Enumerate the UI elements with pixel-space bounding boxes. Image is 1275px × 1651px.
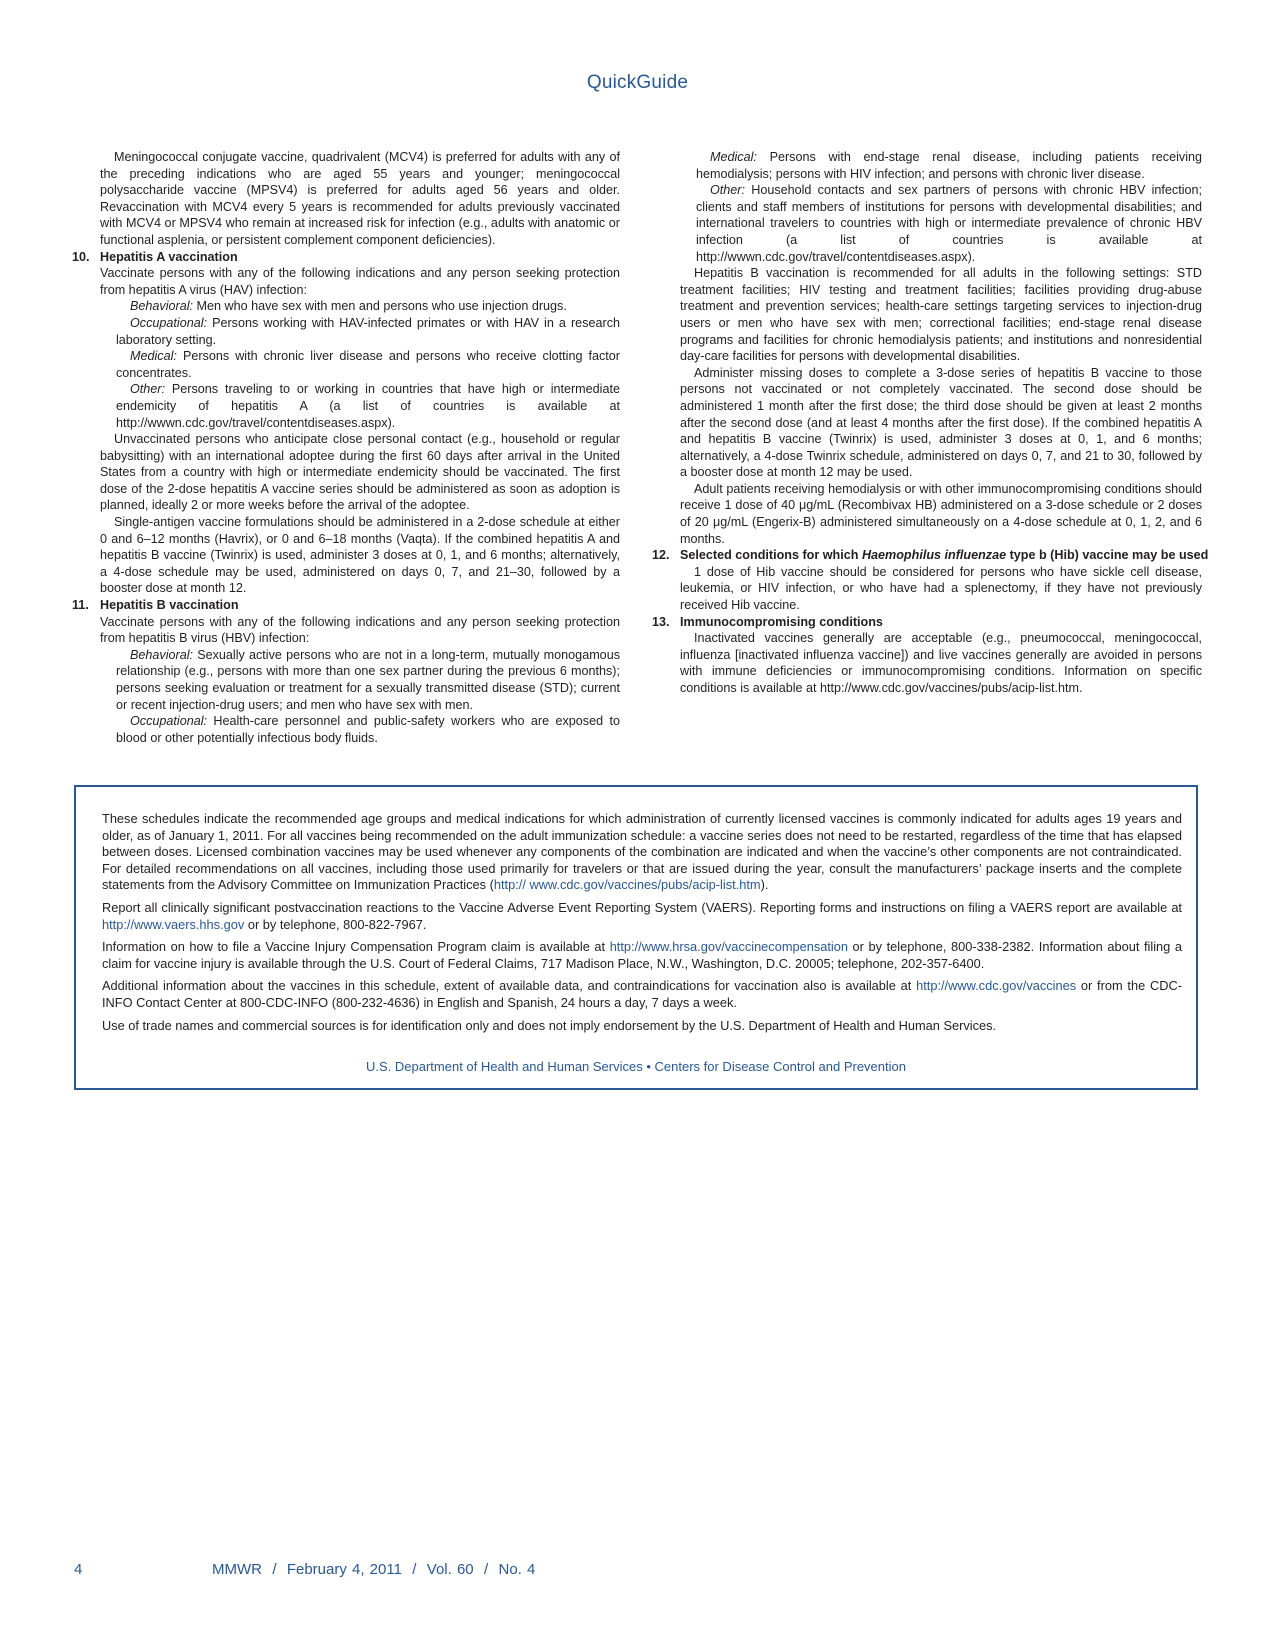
section-13-text: Inactivated vaccines generally are acceptable (e.g., pneumococcal, meningococcal, influenza [inactivated influenza vaccine]) and live vaccines generally are avoided in persons with immune deficiencies or immunocompromising conditions. Information on specific conditions is available at http://www.cdc.gov/vaccines/pubs/acip-list.htm. bbox=[680, 631, 1202, 695]
vaers-link[interactable]: http://www.vaers.hhs.gov bbox=[102, 916, 245, 932]
notice-vaers-paragraph: Report all clinically significant postvaccination reactions to the Vaccine Adverse Event Reporting System (VAERS). Reporting forms and instructions on filing a VAERS report are available at http://www.vaers.hhs.gov or by telephone, 800-822-7967. bbox=[102, 899, 1182, 932]
hepa-other-item: Other: Persons traveling to or working in countries that have high or intermediate endemicity of hepatitis A (a list of countries is available at http://wwwn.cdc.gov/travel/contentdiseases.aspx). bbox=[116, 382, 620, 430]
acip-link[interactable]: http:// www.cdc.gov/vaccines/pubs/acip-list.htm bbox=[493, 877, 761, 893]
hepb-behavioral-item: Behavioral: Sexually active persons who are not in a long-term, mutually monogamous relationship (e.g., persons with more than one sex partner during the previous 6 months); persons seeking evaluation or treatment for a sexually transmitted disease (STD); current or recent injection-drug users; and men who have sex with men. bbox=[116, 647, 620, 712]
notice-trade-names-paragraph: Use of trade names and commercial sources is for identification only and does not imply endorsement by the U.S. Department of Health and Human Services. bbox=[102, 1017, 997, 1033]
running-header-title: QuickGuide bbox=[586, 72, 689, 93]
left-column bbox=[72, 149, 620, 746]
hepb-hemodialysis-paragraph: Adult patients receiving hemodialysis or with other immunocompromising conditions should receive 1 dose of 40 μg/mL (Recombivax HB) administered on a 3-dose schedule or 2 doses of 20 μg/mL (Engerix-B) administered simultaneously on a 4-dose schedule at 0, 1, 2, and 6 months. bbox=[680, 481, 1202, 546]
page-number: 4 bbox=[74, 1561, 83, 1578]
hepb-medical-item: Medical: Persons with end-stage renal disease, including patients receiving hemodialysis; persons with HIV infection; and persons with chronic liver disease. bbox=[696, 150, 1202, 181]
masthead: MMWR / February 4, 2011 / Vol. 60 / No. 4 bbox=[212, 1561, 536, 1578]
section-12-text: 1 dose of Hib vaccine should be considered for persons who have sickle cell disease, leukemia, or HIV infection, or who have had a splenectomy, if they have not previously received Hib vaccine. bbox=[680, 564, 1202, 613]
section-11-intro: Vaccinate persons with any of the following indications and any person seeking protection from hepatitis B virus (HBV) infection: bbox=[100, 614, 620, 646]
hepb-settings-paragraph: Hepatitis B vaccination is recommended for all adults in the following settings: STD treatment facilities; HIV testing and treatment facilities; facilities providing drug-abuse treatment and prevention services; health-care settings targeting services to injection-drug users or men who have sex with men; correctional facilities; end-stage renal disease programs and facilities for chronic hemodialysis patients; and institutions and nonresidential day-care facilities for persons with developmental disabilities. bbox=[680, 266, 1202, 364]
hepa-adoptee-paragraph: Unvaccinated persons who anticipate close personal contact (e.g., household or regular babysitting) with an international adoptee during the first 60 days after arrival in the United States from a country with high or intermediate endemicity should be vaccinated. The first dose of the 2-dose hepatitis A vaccine series should be administered as soon as adoption is planned, ideally 2 or more weeks before the arrival of the adoptee. bbox=[100, 432, 620, 513]
hepa-behavioral-item: Behavioral: Men who have sex with men and persons who use injection drugs. bbox=[130, 299, 567, 314]
section-10-intro: Vaccinate persons with any of the following indications and any person seeking protection from hepatitis A virus (HAV) infection: bbox=[100, 266, 620, 297]
section-13-heading: 13. Immunocompromising conditions bbox=[652, 614, 883, 629]
cdc-vaccines-link[interactable]: http://www.cdc.gov/vaccines bbox=[916, 978, 1077, 994]
section-11-heading: 11. Hepatitis B vaccination bbox=[72, 598, 239, 613]
notice-schedules-paragraph: These schedules indicate the recommended age groups and medical indications for which administration of currently licensed vaccines is commonly indicated for adults ages 19 years and older, as of January 1, 2011. For all vaccines being recommended on the adult immunization schedule: a vaccine series does not need to be restarted, regardless of the time that has elapsed between doses. Licensed combination vaccines may be used whenever any components of the combination are indicated and when the vaccine’s other components are not contraindicated. For detailed recommendations on all vaccines, including those used primarily for travelers or that are issued during the year, consult the manufacturers’ package inserts and the complete statements from the Advisory Committee on Immunization Practices (http:// www.cdc.gov/vaccines/pubs/acip-list.htm). bbox=[102, 811, 1182, 893]
section-12-heading: 12. Selected conditions for which Haemophilus influenzae type b (Hib) vaccine may be used bbox=[652, 548, 1209, 563]
section-10-heading: 10. Hepatitis A vaccination bbox=[72, 249, 238, 264]
meningococcal-paragraph: Meningococcal conjugate vaccine, quadrivalent (MCV4) is preferred for adults with any of the preceding indications who are aged 55 years and younger; meningococcal polysaccharide vaccine (MPSV4) is preferred for adults aged 56 years and older. Revaccination with MCV4 every 5 years is recommended for adults previously vaccinated with MCV4 or MPSV4 who remain at increased risk for infection (e.g., adults with anatomic or functional asplenia, or persistent complement component deficiencies). bbox=[100, 150, 620, 247]
notice-box bbox=[74, 785, 1198, 1090]
hepb-occupational-item: Occupational: Health-care personnel and public-safety workers who are exposed to blood or other potentially infectious body fluids. bbox=[116, 714, 620, 745]
hepb-other-item: Other: Household contacts and sex partners of persons with chronic HBV infection; clients and staff members of institutions for persons with developmental disabilities; and international travelers to countries with high or intermediate prevalence of chronic HBV infection (a list of countries is available at http://wwwn.cdc.gov/travel/contentdiseases.aspx). bbox=[696, 183, 1202, 264]
notice-additional-info-paragraph: Additional information about the vaccines in this schedule, extent of available data, and contraindications for vaccination also is available at http://www.cdc.gov/vaccines or from the CDC-INFO Contact Center at 800-CDC-INFO (800-232-4636) in English and Spanish, 24 hours a day, 7 days a week. bbox=[102, 978, 1182, 1010]
hepb-missing-doses-paragraph: Administer missing doses to complete a 3-dose series of hepatitis B vaccine to those persons not vaccinated or not completely vaccinated. The second dose should be administered 1 month after the first dose; the third dose should be given at least 2 months after the second dose (and at least 4 months after the first dose). If the combined hepatitis A and hepatitis B vaccine (Twinrix) is used, administer 3 doses at 0, 1, and 6 months; alternatively, a 4-dose Twinrix schedule, administered on days 0, 7, and 21 to 30, followed by a booster dose at month 12 may be used. bbox=[680, 365, 1202, 480]
hepa-occupational-item: Occupational: Persons working with HAV-infected primates or with HAV in a research laboratory setting. bbox=[116, 315, 620, 347]
hepa-schedule-paragraph: Single-antigen vaccine formulations should be administered in a 2-dose schedule at either 0 and 6–12 months (Havrix), or 0 and 6–18 months (Vaqta). If the combined hepatitis A and hepatitis B vaccine (Twinrix) is used, administer 3 doses at 0, 1, and 6 months; alternatively, a 4-dose schedule may be used, administered on days 0, 7, and 21–30, followed by a booster dose at month 12. bbox=[100, 515, 620, 596]
notice-compensation-paragraph: Information on how to file a Vaccine Injury Compensation Program claim is available at http://www.hrsa.gov/vaccinecompensation or by telephone, 800-338-2382. Information about filing a claim for vaccine injury is available through the U.S. Court of Federal Claims, 717 Madison Place, N.W., Washington, D.C. 20005; telephone, 202-357-6400. bbox=[102, 939, 1182, 971]
notice-box-footer: U.S. Department of Health and Human Services • Centers for Disease Control and Prevention bbox=[366, 1059, 906, 1074]
hepa-medical-item: Medical: Persons with chronic liver disease and persons who receive clotting factor concentrates. bbox=[116, 349, 620, 380]
right-column bbox=[652, 149, 1209, 697]
hrsa-link[interactable]: http://www.hrsa.gov/vaccinecompensation bbox=[609, 939, 848, 955]
